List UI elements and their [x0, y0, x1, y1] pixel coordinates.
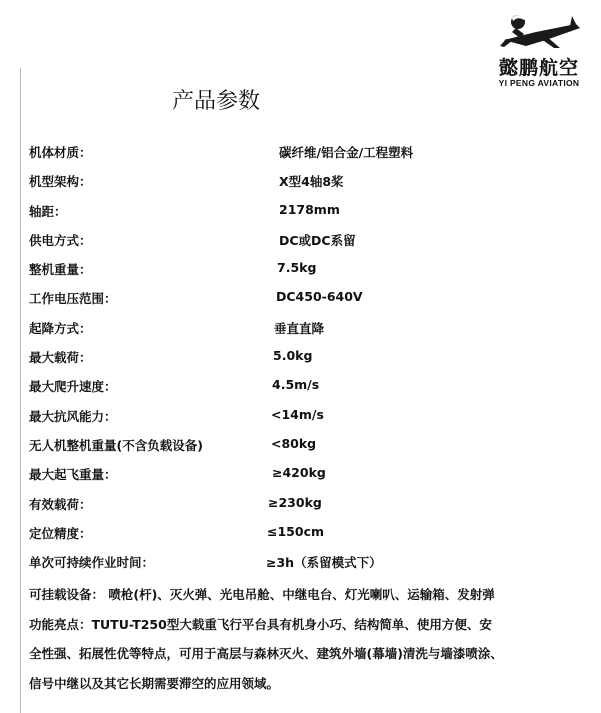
- spec-row: [29, 401, 589, 430]
- spec-row: [29, 254, 589, 283]
- spec-key: 机体材质：: [29, 145, 92, 160]
- spec-row: [29, 371, 589, 400]
- spec-key: 有效载荷：: [29, 496, 92, 512]
- brand-logo: [488, 10, 590, 94]
- spec-value: 4.5m/s: [272, 377, 320, 393]
- spec-value: ≤150cm: [267, 523, 325, 539]
- spec-value: <14m/s: [271, 406, 324, 422]
- spec-value: DC450-640V: [276, 289, 363, 305]
- description-line: 信号中继以及其它长期需要滞空的应用领域。: [29, 675, 280, 691]
- spec-row: [29, 518, 589, 547]
- brand-name-cn: 懿鹏航空: [498, 57, 579, 79]
- spec-row: [29, 489, 589, 518]
- aircraft-logo-icon: [496, 10, 582, 56]
- spec-key: 单次可持续作业时间：: [29, 555, 155, 571]
- description-line: 功能亮点：TUTU-T250型大载重飞行平台具有机身小巧、结构简单、使用方便、安: [29, 616, 492, 632]
- spec-row: [29, 225, 589, 254]
- spec-key: 最大载荷：: [29, 350, 92, 366]
- spec-value: <80kg: [271, 435, 317, 451]
- spec-key: 机型架构：: [29, 174, 92, 190]
- description-line: 可挂载设备： 喷枪(杆)、灭火弹、光电吊舱、中继电台、灯光喇叭、运输箱、发射弹: [29, 587, 495, 602]
- left-border-line: [20, 68, 21, 713]
- spec-key: 无人机整机重量(不含负载设备): [29, 437, 203, 453]
- brand-name-en: YI PENG AVIATION: [498, 78, 580, 88]
- spec-row: [29, 137, 589, 166]
- spec-table: [29, 137, 589, 576]
- spec-value: DC或DC系留: [279, 232, 356, 248]
- spec-key: 最大抗风能力：: [29, 408, 117, 424]
- spec-row: [29, 166, 589, 195]
- spec-value: 7.5kg: [277, 260, 317, 276]
- spec-value: X型4轴8桨: [279, 174, 344, 190]
- spec-key: 轴距：: [29, 203, 67, 219]
- spec-key: 最大起飞重量：: [29, 467, 117, 483]
- description-line: 全性强、拓展性优等特点，可用于高层与森林灭火、建筑外墙(幕墙)清洗与墙漆喷涂、: [29, 646, 503, 661]
- spec-key: 起降方式：: [29, 320, 92, 336]
- spec-key: 最大爬升速度：: [29, 379, 117, 395]
- spec-row: [29, 283, 589, 312]
- spec-row: [29, 342, 589, 371]
- spec-key: 整机重量：: [29, 262, 92, 278]
- page-title: 产品参数: [172, 89, 261, 114]
- spec-row: [29, 430, 589, 459]
- spec-key: 供电方式：: [29, 232, 92, 248]
- spec-row: [29, 313, 589, 342]
- spec-value: 5.0kg: [273, 348, 313, 364]
- spec-value: 碳纤维/铝合金/工程塑料: [279, 145, 414, 160]
- spec-value: ≥420kg: [272, 465, 326, 481]
- spec-key: 定位精度：: [29, 525, 92, 541]
- description-block: [29, 580, 574, 698]
- spec-key: 工作电压范围：: [29, 291, 117, 307]
- spec-value: ≥230kg: [268, 494, 322, 510]
- spec-row: [29, 196, 589, 225]
- spec-row: [29, 459, 589, 488]
- spec-value: 2178mm: [279, 201, 340, 217]
- spec-value: 垂直直降: [274, 320, 325, 336]
- spec-value: ≥3h（系留模式下）: [266, 555, 382, 571]
- spec-row: [29, 547, 589, 576]
